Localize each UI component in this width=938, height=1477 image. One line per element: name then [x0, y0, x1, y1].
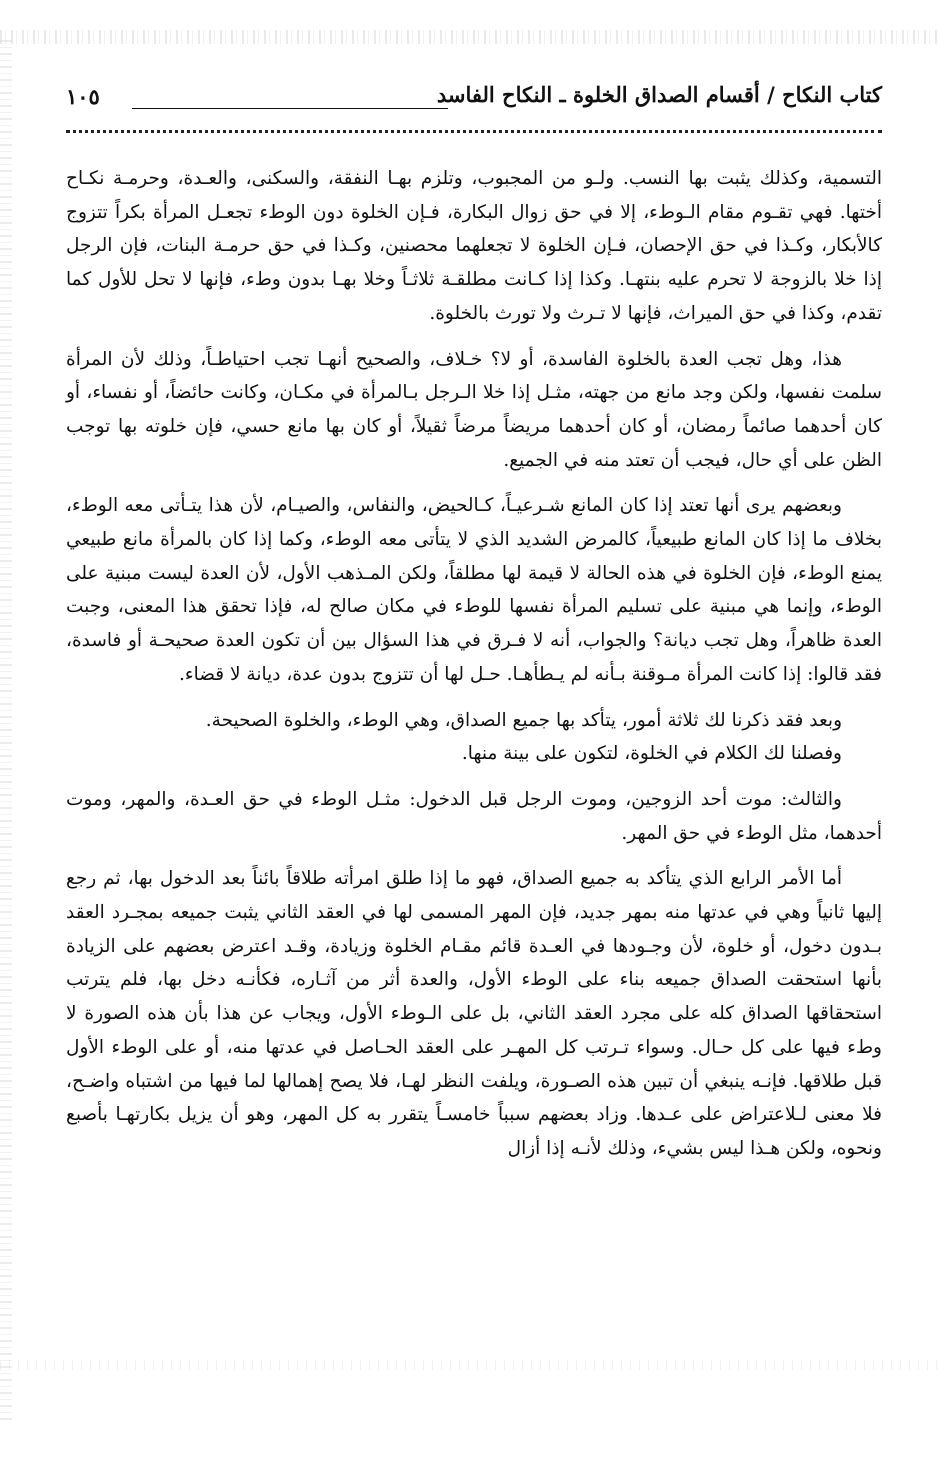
paragraph-2: هذا، وهل تجب العدة بالخلوة الفاسدة، أو لا؟ خـلاف، والصحيح أنهـا تجب احتياطـاً، وذلك لأن المرأة سلمت نفسها، ولكن وجد مانع من جهته، مثـل إذا خلا الـرجل بـالمرأة في مكـان، وكانت حائضاً، أو نفساء، أو كان أحدهما صائماً رمضان، أو كان أحدهما مريضاً مرضاً ثقيلاً، أو كان بها مانع حسي، فإن خلوته بها توجب الظن على أي حال، فيجب أن تعتد منه في الجميع. — [66, 348, 882, 471]
scan-edge-left — [0, 40, 12, 1420]
paragraph-5: وفصلنا لك الكلام في الخلوة، لتكون على بينة منها. — [461, 743, 842, 765]
scan-edge-top — [0, 30, 938, 44]
header-rule — [132, 108, 448, 109]
scan-edge-bottom — [0, 1360, 938, 1370]
page-body — [66, 162, 882, 1352]
running-header — [66, 82, 882, 126]
paragraph-7: أما الأمر الرابع الذي يتأكد به جميع الصداق، فهو ما إذا طلق امرأته طلاقاً بائناً بعد الدخول بها، ثم رجع إليها ثانياً وهي في عدتها منه بمهر جديد، فإن المهر المسمى لها في العقد الثاني يثبت جميعه بمجـرد العقد بـدون دخول، أو خلوة، لأن وجـودها في العـدة قائم مقـام الخلوة وزيادة، وقـد اعترض بعضهم على الزيادة بأنها استحقت الصداق جميعه بناء على الوطء الأول، والعدة أثر من آثـاره، فكأنـه دخل بها، فلم يترتب استحقاقها الصداق كله على مجرد العقد الثاني، بل على الـوطء الأول، ويجاب عن هذا بأن هذه الصورة لا وطء فيها على كل حـال. وسواء تـرتب كل المهـر على العقد الحـاصل في عدتها منه، أو على الوطء الأول قبل طلاقها. فإنـه ينبغي أن تبين هذه الصـورة، ويلفت النظر لهـا، فلا يصح إهمالها لما فيها من اشتباه واضـح، فلا معنى لـلاعتراض على عـدها. وزاد بعضهم سبباً خامسـاً يتقرر به كل المهر، وهو أن يزيل بكارتهـا بأصبع ونحوه، ولكن هـذا ليس بشيء، وذلك لأنـه إذا أزال — [66, 868, 882, 1159]
paragraph-3: وبعضهم يرى أنها تعتد إذا كان المانع شـرعيـاً، كـالحيض، والنفاس، والصيـام، لأن هذا يتـأتى معه الوطء، بخلاف ما إذا كان المانع طبيعياً، كالمرض الشديد الذي لا يتأتى معه الوطء، وكما إذا كان بالمرأة مانع طبيعي يمنع الوطء، فإن الخلوة في هذه الحالة لا قيمة لها مطلقاً، ولكن المـذهب الأول، لأن العدة ليست مبنية على الوطء، وإنما هي مبنية على تسليم المرأة نفسها للوطء في مكان صالح له، فإذا تحقق هذا المعنى، وجبت العدة ظاهراً، وهل تجب ديانة؟ والجواب، أنه لا فـرق في هذا السؤال بين أن تكون العدة صحيحـة أو فاسدة، فقد قالوا: إذا كانت المرأة مـوقنة بـأنه لم يـطأهـا. حـل لها أن تتزوج بدون عدة، ديانة لا قضاء. — [66, 495, 882, 685]
page-number: ١٠٥ — [66, 84, 100, 109]
header-title: كتاب النكاح / أقسام الصداق الخلوة ـ النكاح الفاسد — [436, 82, 882, 107]
paragraph-1: التسمية، وكذلك يثبت بها النسب. ولـو من المجبوب، وتلزم بهـا النفقة، والسكنى، والعـدة، وحرمـة نكـاح أختها. فهي تقـوم مقام الـوطء، إلا في حق زوال البكارة، فـإن الخلوة دون الوطء تجعـل المرأة بكراً تتزوج كالأبكار، وكـذا في حق الإحصان، فـإن الخلوة لا تجعلهما محصنين، وكـذا في حق حرمـة البنات، فإن الرجل إذا خلا بالزوجة لا تحرم عليه بنتهـا. وكذا إذا كـانت مطلقـة ثلاثـاً وخلا بهـا بدون وطء، فإنها لا تحل للأول كما تقدم، وكذا في حق الميراث، فإنها لا تـرث ولا تورث بالخلوة. — [66, 168, 882, 324]
paragraph-4: وبعد فقد ذكرنا لك ثلاثة أمور، يتأكد بها جميع الصداق، وهي الوطء، والخلوة الصحيحة. — [205, 709, 842, 731]
paragraph-6: والثالث: موت أحد الزوجين، وموت الرجل قبل الدخول: مثـل الوطء في حق العـدة، والمهر، وموت أحدهما، مثل الوطء في حق المهر. — [66, 788, 882, 844]
dotted-separator — [66, 130, 882, 133]
